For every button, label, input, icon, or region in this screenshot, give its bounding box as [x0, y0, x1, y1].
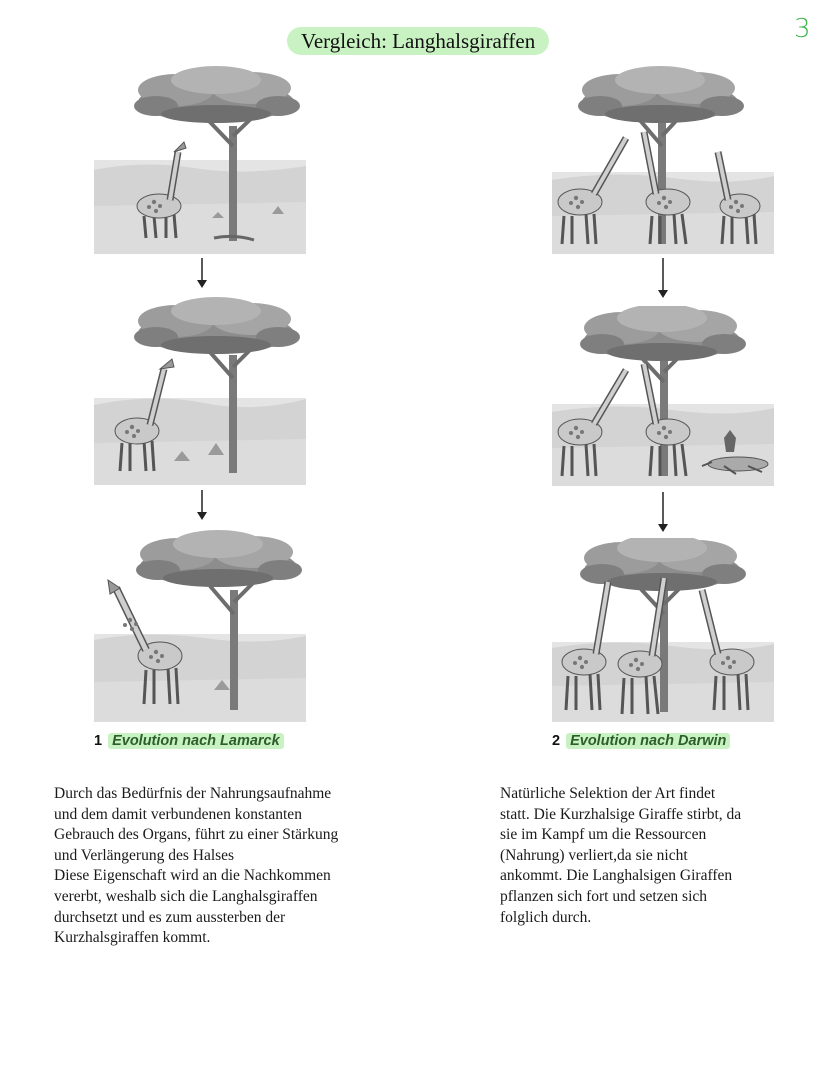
page-number: 3: [794, 14, 811, 44]
text-line: und dem damit verbundenen konstanten: [54, 805, 302, 823]
text-line: ankommt. Die Langhalsigen Giraffen: [500, 867, 733, 885]
lamarck-caption-text: Evolution nach Lamarck: [108, 733, 284, 749]
darwin-caption-text: Evolution nach Darwin: [566, 733, 730, 749]
down-arrow-icon: [657, 258, 669, 298]
text-line: (Nahrung) verliert,da sie nicht: [500, 846, 688, 864]
text-line: sie im Kampf um die Ressourcen: [500, 826, 707, 844]
darwin-stage-1-illustration: [552, 66, 774, 254]
text-line: Kurzhalsgiraffen kommt.: [54, 929, 211, 947]
text-line: Natürliche Selektion der Art findet: [500, 785, 716, 802]
darwin-explanation: [500, 784, 741, 928]
down-arrow-icon: [196, 258, 208, 288]
lamarck-caption: [94, 731, 284, 751]
darwin-caption: [552, 731, 730, 751]
darwin-stage-3-illustration: [552, 538, 774, 722]
text-line: vererbt, weshalb sich die Langhalsgiraffen: [54, 887, 318, 905]
darwin-stage-2-illustration: [552, 306, 774, 486]
text-line: pflanzen sich fort und setzen sich: [500, 887, 708, 905]
text-line: folglich durch.: [500, 908, 592, 926]
down-arrow-icon: [657, 492, 669, 532]
text-line: und Verlängerung des Halses: [54, 846, 235, 864]
text-line: statt. Die Kurzhalsige Giraffe stirbt, da: [500, 805, 742, 823]
lamarck-stage-2-illustration: [94, 293, 306, 485]
darwin-caption-number: 2: [552, 733, 561, 749]
text-line: Diese Eigenschaft wird an die Nachkommen: [54, 867, 331, 885]
down-arrow-icon: [196, 490, 208, 520]
text-line: durchsetzt und es zum aussterben der: [54, 908, 286, 926]
text-line: Durch das Bedürfnis der Nahrungsaufnahme: [54, 785, 332, 802]
lamarck-explanation: [54, 784, 338, 949]
text-line: Gebrauch des Organs, führt zu einer Stärkung: [54, 826, 339, 844]
page-title: Vergleich: Langhalsgiraffen: [287, 27, 549, 55]
lamarck-stage-3-illustration: [94, 528, 306, 722]
lamarck-caption-number: 1: [94, 733, 103, 749]
lamarck-stage-1-illustration: [94, 66, 306, 254]
